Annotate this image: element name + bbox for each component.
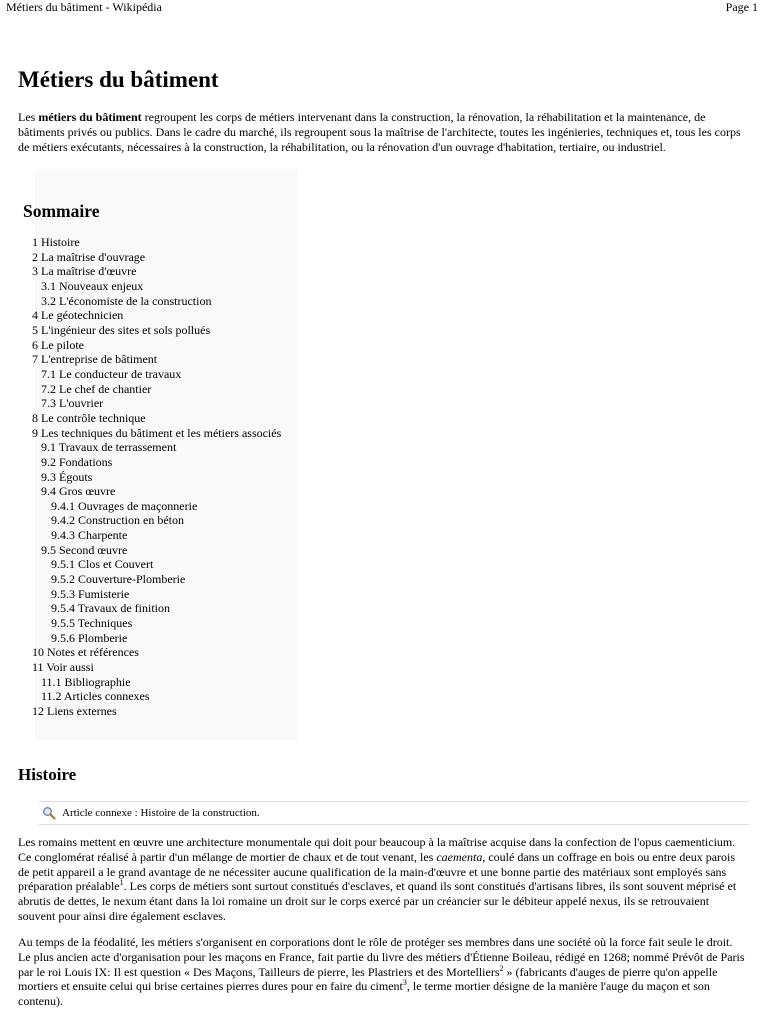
toc-item[interactable]: 9.5 Second œuvre (41, 542, 128, 557)
p1-text-b: , coulé dans un coffrage en bois ou entre deux parois de petit appareil a le grand avantage de ne nécessiter aucune qualification de la main-d'œuvre et une bonne partie des matériaux sont employés sans préparation préalable (18, 849, 736, 894)
page-title: Métiers du bâtiment (18, 67, 219, 92)
toc-item[interactable]: 7 L'entreprise de bâtiment (32, 352, 158, 367)
toc-item[interactable]: 12 Liens externes (32, 704, 117, 718)
footnote-ref-2[interactable]: 2 (499, 963, 504, 973)
toc-item[interactable]: 11.1 Bibliographie (41, 674, 131, 689)
p2-text-b: » (fabricants d'auges de pierre qu'on appelle mortiers et ensuite celui qui brise certaines pierres dures pour en faire du ciment (18, 964, 718, 994)
toc-item[interactable]: 9.4 Gros œuvre (41, 484, 116, 499)
histoire-paragraph-2 (18, 935, 746, 1009)
toc-item[interactable]: 3 La maîtrise d'œuvre (32, 264, 137, 279)
toc-item[interactable]: 5 L'ingénieur des sites et sols pollués (32, 322, 211, 337)
toc-item[interactable]: 3.2 L'économiste de la construction (41, 293, 212, 308)
p2-text-c: , le terme mortier désigne de la manière l'auge du maçon et son contenu). (18, 979, 710, 1009)
intro-lead: Les (18, 110, 39, 124)
toc-item[interactable]: 11 Voir aussi (32, 660, 94, 675)
toc-item[interactable]: 9.5.3 Fumisterie (51, 586, 130, 601)
p1-text-a: Les romains mettent en œuvre une architecture monumentale qui doit pour beaucoup à la maîtrise acquise dans la confection de l'opus caementicium. Ce conglomérat réalisé à partir d'un mélange de mortier de chaux et de tout venant, les (18, 835, 736, 864)
toc-item[interactable]: 9.3 Égouts (41, 469, 93, 484)
toc-item[interactable]: 1 Histoire (32, 235, 80, 249)
toc-item[interactable]: 7.1 Le conducteur de travaux (41, 366, 182, 381)
toc-item[interactable]: 7.3 L'ouvrier (41, 396, 104, 411)
table-of-contents (23, 169, 298, 740)
toc-item[interactable]: 9.5.2 Couverture-Plomberie (51, 572, 186, 587)
toc-list (32, 235, 281, 719)
toc-item[interactable]: 9.4.2 Construction en béton (51, 513, 184, 528)
intro-bold-term: métiers du bâtiment (38, 110, 142, 124)
toc-item[interactable]: 7.2 Le chef de chantier (41, 381, 152, 396)
footnote-ref-1[interactable]: 1 (119, 878, 124, 888)
histoire-paragraph-1 (18, 835, 746, 924)
toc-item[interactable]: 8 Le contrôle technique (32, 410, 146, 425)
intro-paragraph (18, 110, 744, 155)
related-article-box (39, 801, 749, 825)
toc-item[interactable]: 9.1 Travaux de terrassement (41, 440, 177, 455)
footnote-ref-3[interactable]: 3 (402, 978, 407, 988)
intro-rest: regroupent les corps de métiers intervenant dans la construction, la rénovation, la réhabilitation et la maintenance, de bâtiments privés ou publics. Dans le cadre du marché, ils regroupent sous la maîtrise de l'architecte, toutes les ingénieries, techniques et, tous les corps de métiers exécutants, nécessaires à la construction, la réhabilitation, ou la rénovation d'un ouvrage d'habitation, tertiaire, ou industriel. (18, 110, 741, 154)
toc-item[interactable]: 11.2 Articles connexes (41, 689, 150, 704)
toc-item[interactable]: 10 Notes et références (32, 645, 139, 660)
toc-item[interactable]: 3.1 Nouveaux enjeux (41, 278, 144, 293)
toc-item[interactable]: 6 Le pilote (32, 337, 84, 352)
p1-text-c: . Les corps de métiers sont surtout constitués d'esclaves, et quand ils sont constitués d'artisans libres, ils sont souvent méprisé et abrutis de dettes, le nexum étant dans la loi romaine un droit sur le corps exercé par un créancier sur le débiteur appelé nexus, ils se retrouvaient souvent pour ainsi dire également esclaves. (18, 879, 737, 923)
toc-item[interactable]: 9.5.1 Clos et Couvert (51, 557, 154, 572)
print-page-number: Page 1 (725, 0, 758, 14)
section-title-histoire: Histoire (18, 765, 77, 784)
print-header-title: Métiers du bâtiment - Wikipédia (6, 0, 162, 14)
toc-item[interactable]: 9.5.6 Plomberie (51, 630, 128, 645)
toc-item[interactable]: 9 Les techniques du bâtiment et les métiers associés (32, 425, 282, 440)
p2-text-a: Au temps de la féodalité, les métiers s'organisent en corporations dont le rôle de protéger ses membres dans une société où la force fait seule le droit. Le plus ancien acte d'organisation pour les maçons en France, fait partie du livre des métiers d'Étienne Boileau, rédigé en 1268; nommé Prévôt de Paris par le roi Louis IX: Il est question « Des Maçons, Tailleurs de pierre, les Plastriers et des Mortelliers (18, 935, 745, 979)
toc-item[interactable]: 2 La maîtrise d'ouvrage (32, 249, 146, 264)
toc-item[interactable]: 9.4.1 Ouvrages de maçonnerie (51, 498, 198, 513)
toc-title: Sommaire (23, 201, 100, 221)
toc-item[interactable]: 9.5.4 Travaux de finition (51, 601, 170, 616)
toc-item[interactable]: 9.5.5 Techniques (51, 616, 133, 631)
toc-item[interactable]: 4 Le géotechnicien (32, 308, 124, 323)
related-article-link[interactable]: Article connexe : Histoire de la construction. (62, 807, 260, 819)
magnifier-icon (42, 806, 56, 820)
toc-item[interactable]: 9.2 Fondations (41, 454, 113, 469)
toc-item[interactable]: 9.4.3 Charpente (51, 528, 128, 543)
p1-italic-term: caementa (436, 849, 483, 864)
